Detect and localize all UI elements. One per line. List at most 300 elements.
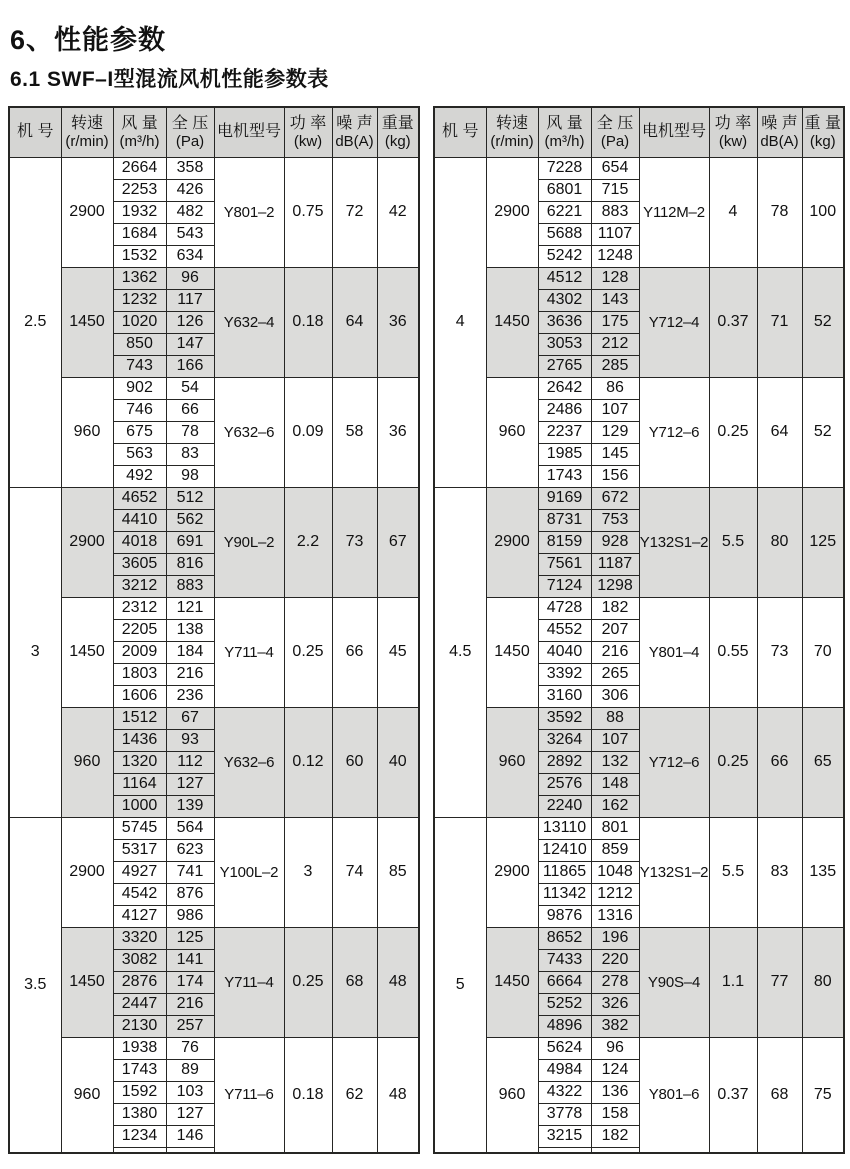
- weight-cell: 75: [802, 1038, 844, 1154]
- speed-cell: 1450: [486, 268, 538, 378]
- noise-cell: 66: [332, 598, 377, 708]
- header-weight: [377, 107, 419, 158]
- speed-cell: 2900: [61, 158, 113, 268]
- flow-cell: 6221: [538, 202, 591, 224]
- power-cell: 0.25: [709, 708, 757, 818]
- pressure-cell: 147: [166, 334, 214, 356]
- flow-cell: 6801: [538, 180, 591, 202]
- power-cell: 1.1: [709, 928, 757, 1038]
- flow-cell: 4984: [538, 1060, 591, 1082]
- header-row: [434, 107, 844, 158]
- pressure-cell: 136: [591, 1082, 639, 1104]
- flow-cell: 563: [113, 444, 166, 466]
- flow-cell: 2240: [538, 796, 591, 818]
- pressure-cell: 801: [591, 818, 639, 840]
- machine-number-cell: 4.5: [434, 488, 486, 818]
- flow-spacer-cell: [113, 1148, 166, 1154]
- header-noise-label: 噪 声: [761, 114, 798, 132]
- flow-cell: 1743: [113, 1060, 166, 1082]
- speed-cell: 2900: [61, 818, 113, 928]
- noise-cell: 78: [757, 158, 802, 268]
- header-power: [284, 107, 332, 158]
- flow-cell: 3320: [113, 928, 166, 950]
- header-machine-number-label: 机 号: [442, 123, 479, 141]
- machine-number-cell: 3.5: [9, 818, 61, 1154]
- motor-model-cell: Y712–4: [639, 268, 709, 378]
- table-row: [9, 928, 419, 950]
- pressure-cell: 182: [591, 1126, 639, 1148]
- header-power-unit: (kw): [718, 133, 748, 151]
- table-row: [9, 158, 419, 180]
- pressure-cell: 1212: [591, 884, 639, 906]
- speed-cell: 2900: [486, 158, 538, 268]
- flow-cell: 5688: [538, 224, 591, 246]
- power-cell: 0.09: [284, 378, 332, 488]
- pressure-cell: 220: [591, 950, 639, 972]
- noise-cell: 66: [757, 708, 802, 818]
- flow-cell: 3264: [538, 730, 591, 752]
- header-motor-model: [639, 107, 709, 158]
- flow-cell: 4127: [113, 906, 166, 928]
- header-weight-label: 重量: [381, 114, 414, 132]
- power-cell: 0.25: [709, 378, 757, 488]
- speed-cell: 1450: [61, 598, 113, 708]
- flow-cell: 2765: [538, 356, 591, 378]
- pressure-cell: 166: [166, 356, 214, 378]
- header-machine-number-label: 机 号: [17, 123, 54, 141]
- motor-model-cell: Y632–6: [214, 378, 284, 488]
- flow-cell: 5242: [538, 246, 591, 268]
- flow-cell: 11865: [538, 862, 591, 884]
- noise-cell: 77: [757, 928, 802, 1038]
- weight-cell: 36: [377, 378, 419, 488]
- pressure-cell: 121: [166, 598, 214, 620]
- pressure-cell: 138: [166, 620, 214, 642]
- pressure-cell: 306: [591, 686, 639, 708]
- pressure-cell: 654: [591, 158, 639, 180]
- pressure-cell: 158: [591, 1104, 639, 1126]
- pressure-cell: 126: [166, 312, 214, 334]
- weight-cell: 52: [802, 268, 844, 378]
- pressure-cell: 634: [166, 246, 214, 268]
- header-flow: [538, 107, 591, 158]
- weight-cell: 36: [377, 268, 419, 378]
- weight-cell: 67: [377, 488, 419, 598]
- motor-model-cell: Y112M–2: [639, 158, 709, 268]
- flow-cell: 1164: [113, 774, 166, 796]
- flow-cell: 5317: [113, 840, 166, 862]
- performance-table-left: [8, 106, 420, 1154]
- power-cell: 3: [284, 818, 332, 928]
- pressure-cell: 66: [166, 400, 214, 422]
- header-noise: [757, 107, 802, 158]
- performance-table-right: [433, 106, 845, 1154]
- weight-cell: 125: [802, 488, 844, 598]
- flow-cell: 5745: [113, 818, 166, 840]
- right-table-container: [433, 106, 845, 1154]
- pressure-cell: 96: [166, 268, 214, 290]
- flow-cell: 1380: [113, 1104, 166, 1126]
- flow-cell: 675: [113, 422, 166, 444]
- table-row: [434, 708, 844, 730]
- pressure-cell: 1107: [591, 224, 639, 246]
- motor-model-cell: Y90S–4: [639, 928, 709, 1038]
- weight-cell: 40: [377, 708, 419, 818]
- flow-cell: 3605: [113, 554, 166, 576]
- pressure-cell: 182: [591, 598, 639, 620]
- flow-cell: 4927: [113, 862, 166, 884]
- weight-cell: 42: [377, 158, 419, 268]
- flow-cell: 2237: [538, 422, 591, 444]
- header-weight-unit: (kg): [384, 133, 411, 151]
- power-cell: 0.12: [284, 708, 332, 818]
- flow-cell: 1985: [538, 444, 591, 466]
- pressure-cell: 543: [166, 224, 214, 246]
- pressure-cell: 207: [591, 620, 639, 642]
- pressure-cell: 83: [166, 444, 214, 466]
- pressure-cell: 928: [591, 532, 639, 554]
- power-cell: 2.2: [284, 488, 332, 598]
- pressure-cell: 212: [591, 334, 639, 356]
- pressure-cell: 426: [166, 180, 214, 202]
- header-row: [9, 107, 419, 158]
- page-title: 6、性能参数: [10, 25, 167, 55]
- speed-cell: 2900: [486, 488, 538, 598]
- pressure-cell: 816: [166, 554, 214, 576]
- noise-cell: 62: [332, 1038, 377, 1154]
- flow-cell: 9876: [538, 906, 591, 928]
- table-row: [434, 158, 844, 180]
- noise-cell: 68: [332, 928, 377, 1038]
- motor-model-cell: Y801–4: [639, 598, 709, 708]
- header-speed: [61, 107, 113, 158]
- speed-cell: 1450: [61, 928, 113, 1038]
- flow-cell: 4040: [538, 642, 591, 664]
- header-flow-label: 风 量: [121, 114, 158, 132]
- header-pressure-unit: (Pa): [600, 133, 630, 151]
- flow-cell: 8731: [538, 510, 591, 532]
- flow-cell: 902: [113, 378, 166, 400]
- header-pressure-label: 全 压: [596, 114, 634, 132]
- flow-cell: 4896: [538, 1016, 591, 1038]
- flow-cell: 6664: [538, 972, 591, 994]
- flow-cell: 743: [113, 356, 166, 378]
- noise-cell: 72: [332, 158, 377, 268]
- pressure-cell: 1298: [591, 576, 639, 598]
- pressure-cell: 54: [166, 378, 214, 400]
- pressure-cell: 132: [591, 752, 639, 774]
- flow-cell: 1000: [113, 796, 166, 818]
- flow-cell: 1684: [113, 224, 166, 246]
- power-cell: 0.37: [709, 1038, 757, 1154]
- flow-cell: 1512: [113, 708, 166, 730]
- header-weight: [802, 107, 844, 158]
- header-speed-label: 转速: [70, 114, 103, 132]
- flow-cell: 3215: [538, 1126, 591, 1148]
- pressure-cell: 125: [166, 928, 214, 950]
- pressure-cell: 672: [591, 488, 639, 510]
- table-row: [434, 928, 844, 950]
- machine-number-cell: 5: [434, 818, 486, 1154]
- pressure-cell: 129: [591, 422, 639, 444]
- noise-cell: 73: [757, 598, 802, 708]
- weight-cell: 70: [802, 598, 844, 708]
- flow-cell: 2486: [538, 400, 591, 422]
- pressure-cell: 76: [166, 1038, 214, 1060]
- pressure-cell: 107: [591, 730, 639, 752]
- pressure-cell: 107: [591, 400, 639, 422]
- pressure-cell: 358: [166, 158, 214, 180]
- pressure-cell: 86: [591, 378, 639, 400]
- header-pressure-label: 全 压: [171, 114, 209, 132]
- header-power-label: 功 率: [714, 114, 752, 132]
- flow-cell: 7124: [538, 576, 591, 598]
- weight-cell: 52: [802, 378, 844, 488]
- noise-cell: 74: [332, 818, 377, 928]
- table-row: [434, 488, 844, 510]
- power-cell: 4: [709, 158, 757, 268]
- tables-row: [8, 106, 850, 1154]
- table-row: [434, 598, 844, 620]
- noise-cell: 64: [757, 378, 802, 488]
- pressure-cell: 216: [166, 664, 214, 686]
- machine-number-cell: 3: [9, 488, 61, 818]
- header-speed-unit: (r/min): [490, 133, 534, 151]
- speed-cell: 1450: [486, 598, 538, 708]
- flow-cell: 4512: [538, 268, 591, 290]
- weight-cell: 65: [802, 708, 844, 818]
- pressure-cell: 148: [591, 774, 639, 796]
- flow-cell: 3392: [538, 664, 591, 686]
- motor-model-cell: Y632–4: [214, 268, 284, 378]
- motor-model-cell: Y632–6: [214, 708, 284, 818]
- noise-cell: 58: [332, 378, 377, 488]
- table-row: [434, 378, 844, 400]
- table-row: [9, 598, 419, 620]
- pressure-cell: 184: [166, 642, 214, 664]
- flow-cell: 4018: [113, 532, 166, 554]
- table-row: [9, 708, 419, 730]
- header-power: [709, 107, 757, 158]
- noise-cell: 68: [757, 1038, 802, 1154]
- weight-cell: 80: [802, 928, 844, 1038]
- pressure-cell: 88: [591, 708, 639, 730]
- pressure-cell: 145: [591, 444, 639, 466]
- pressure-cell: 986: [166, 906, 214, 928]
- header-weight-label: 重 量: [804, 114, 841, 132]
- motor-model-cell: Y132S1–2: [639, 818, 709, 928]
- header-noise-unit: dB(A): [335, 133, 374, 151]
- flow-cell: 3778: [538, 1104, 591, 1126]
- flow-cell: 5624: [538, 1038, 591, 1060]
- flow-cell: 1606: [113, 686, 166, 708]
- weight-cell: 135: [802, 818, 844, 928]
- power-cell: 0.25: [284, 598, 332, 708]
- table-row: [9, 268, 419, 290]
- pressure-cell: 117: [166, 290, 214, 312]
- flow-cell: 1320: [113, 752, 166, 774]
- flow-cell: 12410: [538, 840, 591, 862]
- flow-cell: 4728: [538, 598, 591, 620]
- machine-number-cell: 4: [434, 158, 486, 488]
- speed-cell: 2900: [486, 818, 538, 928]
- pressure-cell: 143: [591, 290, 639, 312]
- pressure-cell: 1316: [591, 906, 639, 928]
- pressure-cell: 753: [591, 510, 639, 532]
- flow-cell: 1592: [113, 1082, 166, 1104]
- pressure-cell: 78: [166, 422, 214, 444]
- pressure-cell: 876: [166, 884, 214, 906]
- pressure-cell: 93: [166, 730, 214, 752]
- speed-cell: 960: [486, 378, 538, 488]
- pressure-cell: 1248: [591, 246, 639, 268]
- table-row: [9, 818, 419, 840]
- pressure-cell: 562: [166, 510, 214, 532]
- page-subtitle: 6.1 SWF–I型混流风机性能参数表: [10, 68, 329, 91]
- pressure-cell: 512: [166, 488, 214, 510]
- pressure-cell: 103: [166, 1082, 214, 1104]
- pressure-cell: 1187: [591, 554, 639, 576]
- speed-cell: 960: [61, 1038, 113, 1154]
- header-pressure: [591, 107, 639, 158]
- flow-cell: 1020: [113, 312, 166, 334]
- speed-cell: 2900: [61, 488, 113, 598]
- pressure-cell: 89: [166, 1060, 214, 1082]
- flow-cell: 4552: [538, 620, 591, 642]
- pressure-cell: 96: [591, 1038, 639, 1060]
- machine-number-cell: 2.5: [9, 158, 61, 488]
- pressure-cell: 146: [166, 1126, 214, 1148]
- table-row: [434, 818, 844, 840]
- power-cell: 0.18: [284, 268, 332, 378]
- flow-cell: 2876: [113, 972, 166, 994]
- flow-cell: 8159: [538, 532, 591, 554]
- flow-cell: 13110: [538, 818, 591, 840]
- flow-cell: 5252: [538, 994, 591, 1016]
- flow-cell: 1232: [113, 290, 166, 312]
- table-row: [434, 1038, 844, 1060]
- flow-cell: 3636: [538, 312, 591, 334]
- flow-cell: 1803: [113, 664, 166, 686]
- pressure-cell: 127: [166, 1104, 214, 1126]
- motor-model-cell: Y801–2: [214, 158, 284, 268]
- pressure-cell: 141: [166, 950, 214, 972]
- speed-cell: 960: [61, 378, 113, 488]
- flow-cell: 1532: [113, 246, 166, 268]
- flow-cell: 1234: [113, 1126, 166, 1148]
- motor-model-cell: Y712–6: [639, 708, 709, 818]
- pressure-cell: 196: [591, 928, 639, 950]
- flow-cell: 8652: [538, 928, 591, 950]
- flow-cell: 3160: [538, 686, 591, 708]
- noise-cell: 64: [332, 268, 377, 378]
- flow-cell: 2312: [113, 598, 166, 620]
- header-pressure: [166, 107, 214, 158]
- pressure-cell: 691: [166, 532, 214, 554]
- power-cell: 5.5: [709, 818, 757, 928]
- pressure-cell: 112: [166, 752, 214, 774]
- motor-model-cell: Y801–6: [639, 1038, 709, 1154]
- flow-cell: 4652: [113, 488, 166, 510]
- pressure-cell: 564: [166, 818, 214, 840]
- pressure-cell: 216: [166, 994, 214, 1016]
- flow-cell: 2892: [538, 752, 591, 774]
- speed-cell: 960: [486, 708, 538, 818]
- motor-model-cell: Y712–6: [639, 378, 709, 488]
- pressure-spacer-cell: [591, 1148, 639, 1154]
- table-row: [434, 268, 844, 290]
- pressure-cell: 236: [166, 686, 214, 708]
- pressure-cell: 127: [166, 774, 214, 796]
- flow-cell: 3053: [538, 334, 591, 356]
- flow-cell: 4322: [538, 1082, 591, 1104]
- flow-cell: 3212: [113, 576, 166, 598]
- pressure-cell: 67: [166, 708, 214, 730]
- left-table-container: [8, 106, 420, 1154]
- flow-cell: 2447: [113, 994, 166, 1016]
- speed-cell: 960: [486, 1038, 538, 1154]
- speed-cell: 960: [61, 708, 113, 818]
- power-cell: 0.55: [709, 598, 757, 708]
- motor-model-cell: Y90L–2: [214, 488, 284, 598]
- pressure-cell: 285: [591, 356, 639, 378]
- header-speed-unit: (r/min): [65, 133, 109, 151]
- pressure-cell: 326: [591, 994, 639, 1016]
- power-cell: 0.18: [284, 1038, 332, 1154]
- pressure-cell: 216: [591, 642, 639, 664]
- header-machine-number: [9, 107, 61, 158]
- pressure-cell: 257: [166, 1016, 214, 1038]
- speed-cell: 1450: [61, 268, 113, 378]
- speed-cell: 1450: [486, 928, 538, 1038]
- header-motor-model-label: 电机型号: [216, 123, 281, 141]
- flow-cell: 7228: [538, 158, 591, 180]
- noise-cell: 83: [757, 818, 802, 928]
- pressure-cell: 156: [591, 466, 639, 488]
- motor-model-cell: Y711–4: [214, 928, 284, 1038]
- motor-model-cell: Y132S1–2: [639, 488, 709, 598]
- motor-model-cell: Y711–6: [214, 1038, 284, 1154]
- header-flow-unit: (m³/h): [544, 133, 585, 151]
- noise-cell: 73: [332, 488, 377, 598]
- pressure-cell: 482: [166, 202, 214, 224]
- motor-model-cell: Y100L–2: [214, 818, 284, 928]
- flow-cell: 2642: [538, 378, 591, 400]
- flow-cell: 492: [113, 466, 166, 488]
- flow-cell: 7433: [538, 950, 591, 972]
- table-row: [9, 488, 419, 510]
- header-power-label: 功 率: [289, 114, 327, 132]
- flow-cell: 1932: [113, 202, 166, 224]
- pressure-cell: 741: [166, 862, 214, 884]
- flow-cell: 4542: [113, 884, 166, 906]
- flow-cell: 4410: [113, 510, 166, 532]
- header-motor-model: [214, 107, 284, 158]
- pressure-cell: 162: [591, 796, 639, 818]
- header-motor-model-label: 电机型号: [641, 123, 706, 141]
- flow-cell: 9169: [538, 488, 591, 510]
- power-cell: 5.5: [709, 488, 757, 598]
- weight-cell: 48: [377, 1038, 419, 1154]
- pressure-cell: 382: [591, 1016, 639, 1038]
- flow-cell: 11342: [538, 884, 591, 906]
- flow-cell: 1743: [538, 466, 591, 488]
- pressure-cell: 265: [591, 664, 639, 686]
- pressure-cell: 859: [591, 840, 639, 862]
- flow-cell: 746: [113, 400, 166, 422]
- flow-cell: 3082: [113, 950, 166, 972]
- header-pressure-unit: (Pa): [175, 133, 205, 151]
